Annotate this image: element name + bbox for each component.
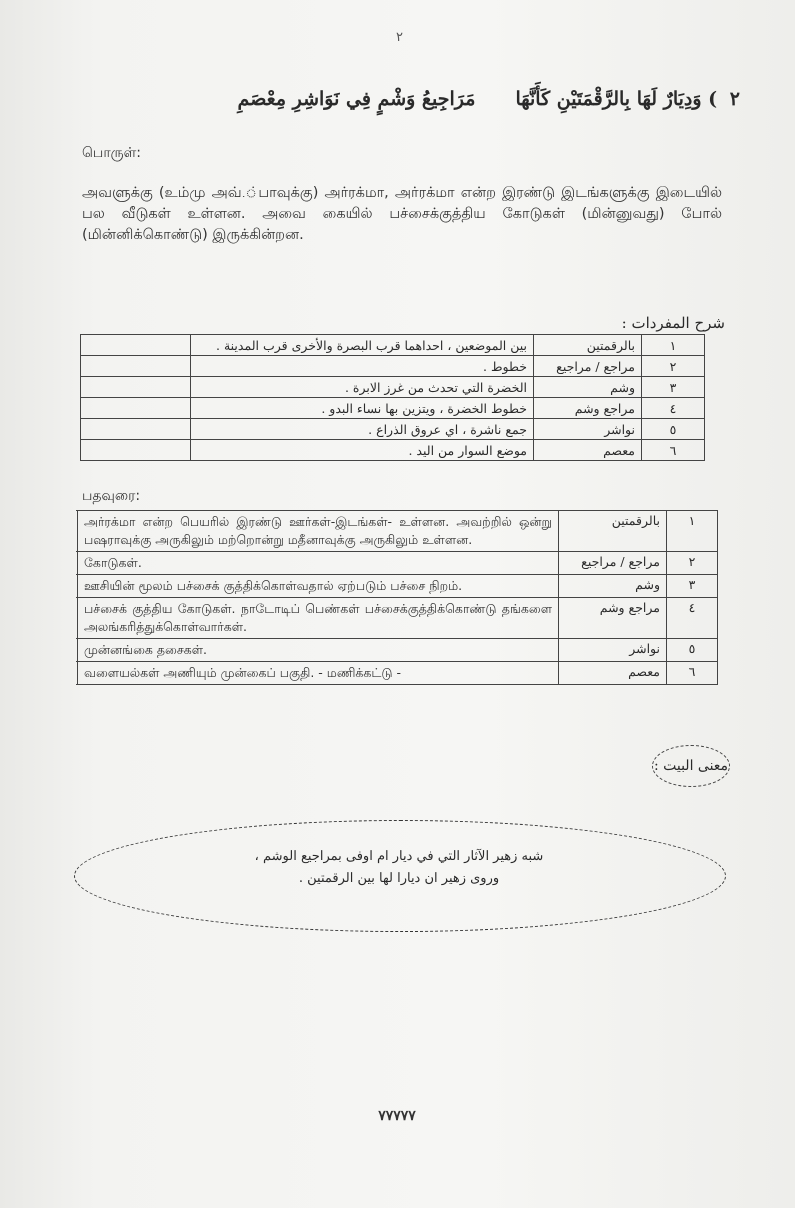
vocab-meaning: الخضرة التي تحدث من غرز الابرة . — [191, 377, 534, 398]
verse-meaning-text — [74, 846, 724, 890]
verse-paren: ) — [701, 88, 724, 110]
vocab-word: نواشر — [534, 419, 642, 440]
vocab-meaning: خطوط الخضرة ، ويتزين بها نساء البدو . — [191, 398, 534, 419]
vocab-meaning: جمع ناشرة ، اي عروق الذراع . — [191, 419, 534, 440]
verse-meaning-line-1: شبه زهير الآثار التي في ديار ام اوفى بمراجيع الوشم ، — [254, 849, 544, 864]
gloss-word: وشم — [559, 575, 667, 598]
row-number: ٤ — [667, 598, 718, 639]
table-row — [76, 552, 718, 575]
verse-number: ٢ — [729, 88, 740, 110]
gloss-word: نواشر — [559, 639, 667, 662]
empty-cell — [81, 356, 191, 377]
gloss-text: முன்னங்கை தசைகள். — [78, 639, 559, 662]
footer-mark: ٧٧٧٧٧ — [378, 1108, 416, 1124]
vocab-meaning: خطوط . — [191, 356, 534, 377]
table-row — [76, 511, 718, 552]
row-number: ٢ — [642, 356, 705, 377]
vocab-word: مراجع / مراجيع — [534, 356, 642, 377]
row-number: ٥ — [642, 419, 705, 440]
vocab-title: شرح المفردات : — [621, 314, 725, 332]
verse-line — [100, 88, 740, 124]
verse-hemistich-1: وَدِيَارٌ لَهَا بِالرَّقْمَتَيْنِ كَأَنَّهَا — [515, 88, 702, 110]
empty-cell — [76, 639, 78, 662]
page-number: ٢ — [396, 30, 403, 45]
vocab-meaning: موضع السوار من اليد . — [191, 440, 534, 461]
gloss-text: வளையல்கள் அணியும் முன்கைப் பகுதி. - மணிக்கட்டு - — [78, 662, 559, 685]
gloss-text: கோடுகள். — [78, 552, 559, 575]
row-number: ٢ — [667, 552, 718, 575]
gloss-table — [76, 510, 718, 685]
empty-cell — [76, 662, 78, 685]
vocab-table — [80, 334, 705, 461]
gloss-text: அர்ரக்மா என்ற பெயரில் இரண்டு ஊர்கள்-இடங்கள்- உள்ளன. அவற்றில் ஒன்று பஷராவுக்கு அருகிலும் மற்றொன்று மதீனாவுக்கு அருகிலும் உள்ளன. — [78, 511, 559, 552]
vocab-meaning: بين الموضعين ، احداهما قرب البصرة والأخرى قرب المدينة . — [191, 335, 534, 356]
empty-cell — [76, 575, 78, 598]
gloss-text: ஊசியின் மூலம் பச்சைக் குத்திக்கொள்வதால் ஏற்படும் பச்சை நிறம். — [78, 575, 559, 598]
gloss-word: مراجع / مراجيع — [559, 552, 667, 575]
gloss-word: مراجع وشم — [559, 598, 667, 639]
vocab-word: بالرقمتين — [534, 335, 642, 356]
row-number: ٣ — [667, 575, 718, 598]
empty-cell — [81, 398, 191, 419]
vocab-word: مراجع وشم — [534, 398, 642, 419]
row-number: ٦ — [667, 662, 718, 685]
table-row — [76, 598, 718, 639]
row-number: ٣ — [642, 377, 705, 398]
meaning-label: பொருள்: — [82, 145, 141, 161]
empty-cell — [81, 377, 191, 398]
row-number: ١ — [667, 511, 718, 552]
gloss-text: பச்சைக் குத்திய கோடுகள். நாடோடிப் பெண்கள் பச்சைக்குத்திக்கொண்டு தங்களை அலங்கரித்துக்கொள்வார்கள். — [78, 598, 559, 639]
table-row — [81, 398, 705, 419]
row-number: ٥ — [667, 639, 718, 662]
table-row — [76, 639, 718, 662]
row-number: ١ — [642, 335, 705, 356]
empty-cell — [81, 419, 191, 440]
row-number: ٦ — [642, 440, 705, 461]
vocab-word: وشم — [534, 377, 642, 398]
verse-hemistich-2: مَرَاجِيعُ وَشْمٍ فِي نَوَاشِرِ مِعْصَمِ — [237, 88, 476, 110]
table-row — [76, 662, 718, 685]
gloss-word: معصم — [559, 662, 667, 685]
table-row — [76, 575, 718, 598]
meaning-paragraph: அவளுக்கு (உம்மு அவ்.்பாவுக்கு) அர்ரக்மா, அர்ரக்மா என்ற இரண்டு இடங்களுக்கு இடையில் பல வீடுகள் உள்ளன. அவை கையில் பச்சைக்குத்திய கோடுகள் (மின்னுவது) போல் (மின்னிக்கொண்டு) இருக்கின்றன. — [82, 185, 722, 243]
verse-meaning-line-2: وروى زهير ان ديارا لها بين الرقمتين . — [298, 871, 500, 886]
empty-cell — [76, 511, 78, 552]
empty-cell — [81, 440, 191, 461]
table-row — [81, 419, 705, 440]
empty-cell — [76, 598, 78, 639]
vocab-word: معصم — [534, 440, 642, 461]
empty-cell — [76, 552, 78, 575]
gloss-word: بالرقمتين — [559, 511, 667, 552]
table-row — [81, 356, 705, 377]
table-row — [81, 440, 705, 461]
verse-meaning-badge: معنى البيت : — [652, 745, 730, 787]
table-row — [81, 335, 705, 356]
table-row — [81, 377, 705, 398]
empty-cell — [81, 335, 191, 356]
row-number: ٤ — [642, 398, 705, 419]
gloss-label: பதவுரை: — [82, 488, 141, 504]
